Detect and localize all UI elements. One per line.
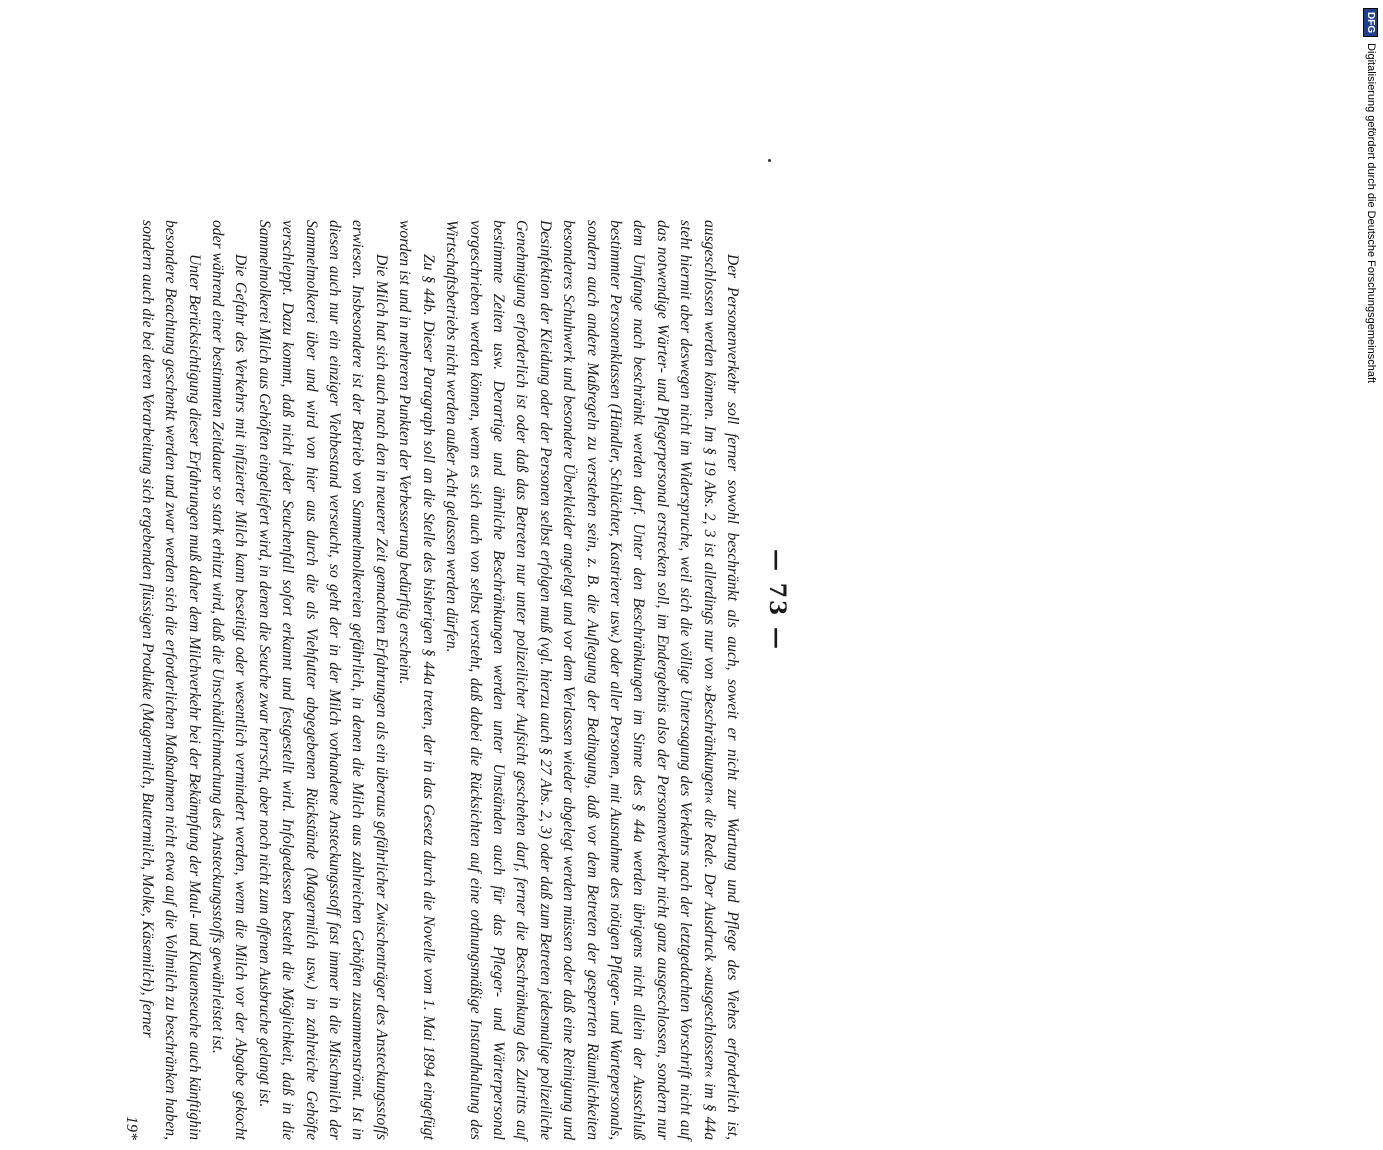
dfg-logo: DFG: [1364, 8, 1379, 37]
paragraph-personenverkehr: Der Personenverkehr soll ferner sowohl beschränkt als auch, soweit er nicht zur Wartung und Pflege des Viehes erforderlich ist, ausgeschlossen werden können. Im § 19 Abs. 2, 3 ist allerdings nur von »Beschränkungen« die Rede. Der Ausdruck »ausgeschlossen« im § 44a steht hiermit aber deswegen nicht im Widerspruche, weil sich die völlige Untersagung des Verkehrs nach der letztgedachten Vorschrift nicht auf das notwendige Wärter- und Pflegerpersonal erstrecken soll, im Endergebnis also der Personenverkehr nicht ganz ausgeschlossen, sondern nur dem Umfange nach beschränkt werden darf. Unter den Beschränkungen im Sinne des § 44a werden übrigens nicht allein der Ausschluß bestimmter Personenklassen (Händler, Schlächter, Kastrierer usw.) oder aller Personen, mit Ausnahme des nötigen Pfleger- und Wartepersonals, sondern auch andere Maßregeln zu verstehen sein, z. B. die Auflegung der Bedingung, daß vor dem Betreten der gesperrten Räumlichkeiten besonderes Schuhwerk und besondere Überkleider angelegt und vor dem Verlassen wieder abgelegt werden müssen oder daß eine Reinigung und Desinfektion der Kleidung oder der Personen selbst erfolgen muß (vgl. hierzu auch § 27 Abs. 2, 3) oder daß zum Betreten jedesmalige polizeiliche Genehmigung erforderlich ist oder daß das Betreten nur unter polizeilicher Aufsicht geschehen darf, ferner die Beschränkung des Zutritts auf bestimmte Zeiten usw. Derartige und ähnliche Beschränkungen werden unter Umständen auch für das Pfleger- und Wärterpersonal vorgeschrieben werden können, wenn es sich auch von selbst versteht, daß dabei die Rücksichten auf eine ordnungsmäßige Instandhaltung des Wirtschaftsbetriebs nicht werden außer Acht gelassen werden dürfen.: [443, 220, 741, 1140]
attribution-text: Digitalisierung gefördert durch die Deutsche Forschungsgemeinschaft: [1365, 43, 1377, 384]
paragraph-zu-44b: Zu § 44b. Dieser Paragraph soll an die Stelle des bisherigen § 44a treten, der in das Gesetz durch die Novelle vom 1. Mai 1894 eingefügt worden ist und in mehreren Punkten der Verbesserung bedürftig erscheint.: [396, 220, 437, 1140]
paragraph-gefahr: Die Gefahr des Verkehrs mit infizierter Milch kann beseitigt oder wesentlich vermindert werden, wenn die Milch vor der Abgabe gekocht oder während einer bestimmten Zeitdauer so stark erhitzt wird, daß die Unschädlichmachung des Ansteckungsstoffs gewährleistet ist.: [209, 220, 250, 1140]
page-number-header: — 73 —: [764, 549, 790, 651]
paragraph-milch: Die Milch hat sich auch nach den in neuerer Zeit gemachten Erfahrungen als ein überaus gefährlicher Zwischenträger des Ansteckungsstoffs erwiesen. Insbesondere ist der Betrieb von Sammelmolkereien gefährlich, in denen die Milch aus zahlreichen Gehöften zusammenströmt. Ist in diesen auch nur ein einziger Viehbestand verseucht, so geht der in der Milch vorhandene Ansteckungsstoff fast immer in die Mischmilch der Sammelmolkerei über und wird von hier aus durch die als Viehfutter abgegebenen Rückstände (Magermilch usw.) in zahlreiche Gehöfte verschleppt. Dazu kommt, daß nicht jeder Seuchenfall sofort erkannt und festgestellt wird. Infolgedessen besteht die Möglichkeit, daß in die Sammelmolkerei Milch aus Gehöften eingeliefert wird, in denen die Seuche zwar herrscht, aber noch nicht zum offenen Ausbruche gelangt ist.: [255, 220, 390, 1140]
paragraph-beruecksichtigung: Unter Berücksichtigung dieser Erfahrungen muß daher dem Milchverkehr bei der Bekämpfung der Maul- und Klauenseuche auch künftighin besondere Beachtung geschenkt werden und zwar werden sich die erforderlichen Maßnahmen nicht etwa auf die Vollmilch zu beschränken haben, sondern auch die bei deren Verarbeitung sich ergebenden flüssigen Produkte (Magermilch, Buttermilch, Molke, Käsemilch), ferner: [138, 220, 203, 1140]
body-text: [135, 220, 744, 1140]
speck-mark: [768, 159, 771, 162]
signature-mark: 19*: [123, 1116, 140, 1140]
dfg-attribution: [1360, 8, 1382, 768]
rotated-page-content: [90, 50, 790, 1150]
